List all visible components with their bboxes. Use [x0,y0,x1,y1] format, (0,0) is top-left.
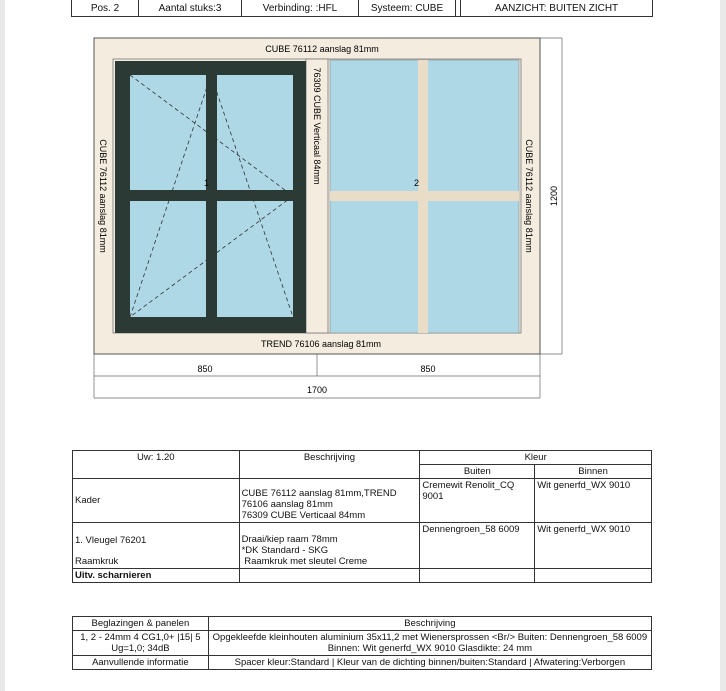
view-cell: AANZICHT: BUITEN ZICHT [494,2,619,14]
dim-total-width: 1700 [306,385,328,395]
sash-2-number: 2 [414,178,420,188]
sash-1-horizontal-bar [130,190,293,201]
left-frame-label: CUBE 76112 aanslag 81mm [98,139,108,253]
outside-header: Buiten [420,465,535,479]
system-cell: Systeem: CUBE [359,0,456,16]
top-frame-label: CUBE 76112 aanslag 81mm [265,44,379,54]
table-row [73,631,652,656]
sash-color-outside: Dennengroen_58 6009 [420,523,535,569]
table-row [73,569,652,583]
connection-cell: Verbinding: :HFL [242,0,359,16]
table-row [73,523,652,569]
hinges-label: Uitv. scharnieren [73,569,240,583]
dim-width-left: 850 [197,364,213,374]
sash-1-number: 1 [204,178,210,188]
profile-table [72,450,652,583]
dim-height: 1200 [549,185,559,207]
dim-width-right: 850 [420,364,436,374]
glazing-desc-header: Beschrijving [208,617,651,631]
mullion-label: 76309 CUBE Verticaal 84mm [312,67,322,185]
frame-desc: CUBE 76112 aanslag 81mm,TREND 76106 aanslag 81mm 76309 CUBE Verticaal 84mm [239,479,420,523]
position-cell: Pos. 2 [72,0,139,16]
frame-name: Kader [73,479,240,523]
uw-cell: Uw: 1.20 [73,451,240,479]
color-header: Kleur [420,451,652,465]
quantity-cell: Aantal stuks:3 [139,0,242,16]
inside-header: Binnen [535,465,652,479]
glazing-table [72,616,652,670]
extra-info-desc: Spacer kleur:Standard | Kleur van de dichting binnen/buiten:Standard | Afwatering:Verborgen [208,656,651,670]
sash-color-inside: Wit generfd_WX 9010 [535,523,652,569]
frame-color-outside: Cremewit Renolit_CQ 9001 [420,479,535,523]
table-row [73,656,652,670]
glazing-desc: Opgekleefde kleinhouten aluminium 35x11,2 met Wienersprossen <Br/> Buiten: Dennengroen_58 6009 Binnen: Wit generfd_WX 9010 Glasdikte: 24 mm [208,631,651,656]
table-row [73,479,652,523]
glazing-header: Beglazingen & panelen [73,617,209,631]
desc-header: Beschrijving [239,451,420,479]
fixed-horizontal-bar [330,191,519,201]
bottom-frame-label: TREND 76106 aanslag 81mm [260,339,382,349]
extra-info-label: Aanvullende informatie [73,656,209,670]
sash-desc: Draai/kiep raam 78mm *DK Standard - SKG Raamkruk met sleutel Creme [239,523,420,569]
right-frame-label: CUBE 76112 aanslag 81mm [524,139,534,253]
sash-name: 1. Vleugel 76201 Raamkruk [73,523,240,569]
frame-color-inside: Wit generfd_WX 9010 [535,479,652,523]
glazing-name: 1, 2 - 24mm 4 CG1,0+ |15| 5 Ug=1,0; 34dB [73,631,209,656]
